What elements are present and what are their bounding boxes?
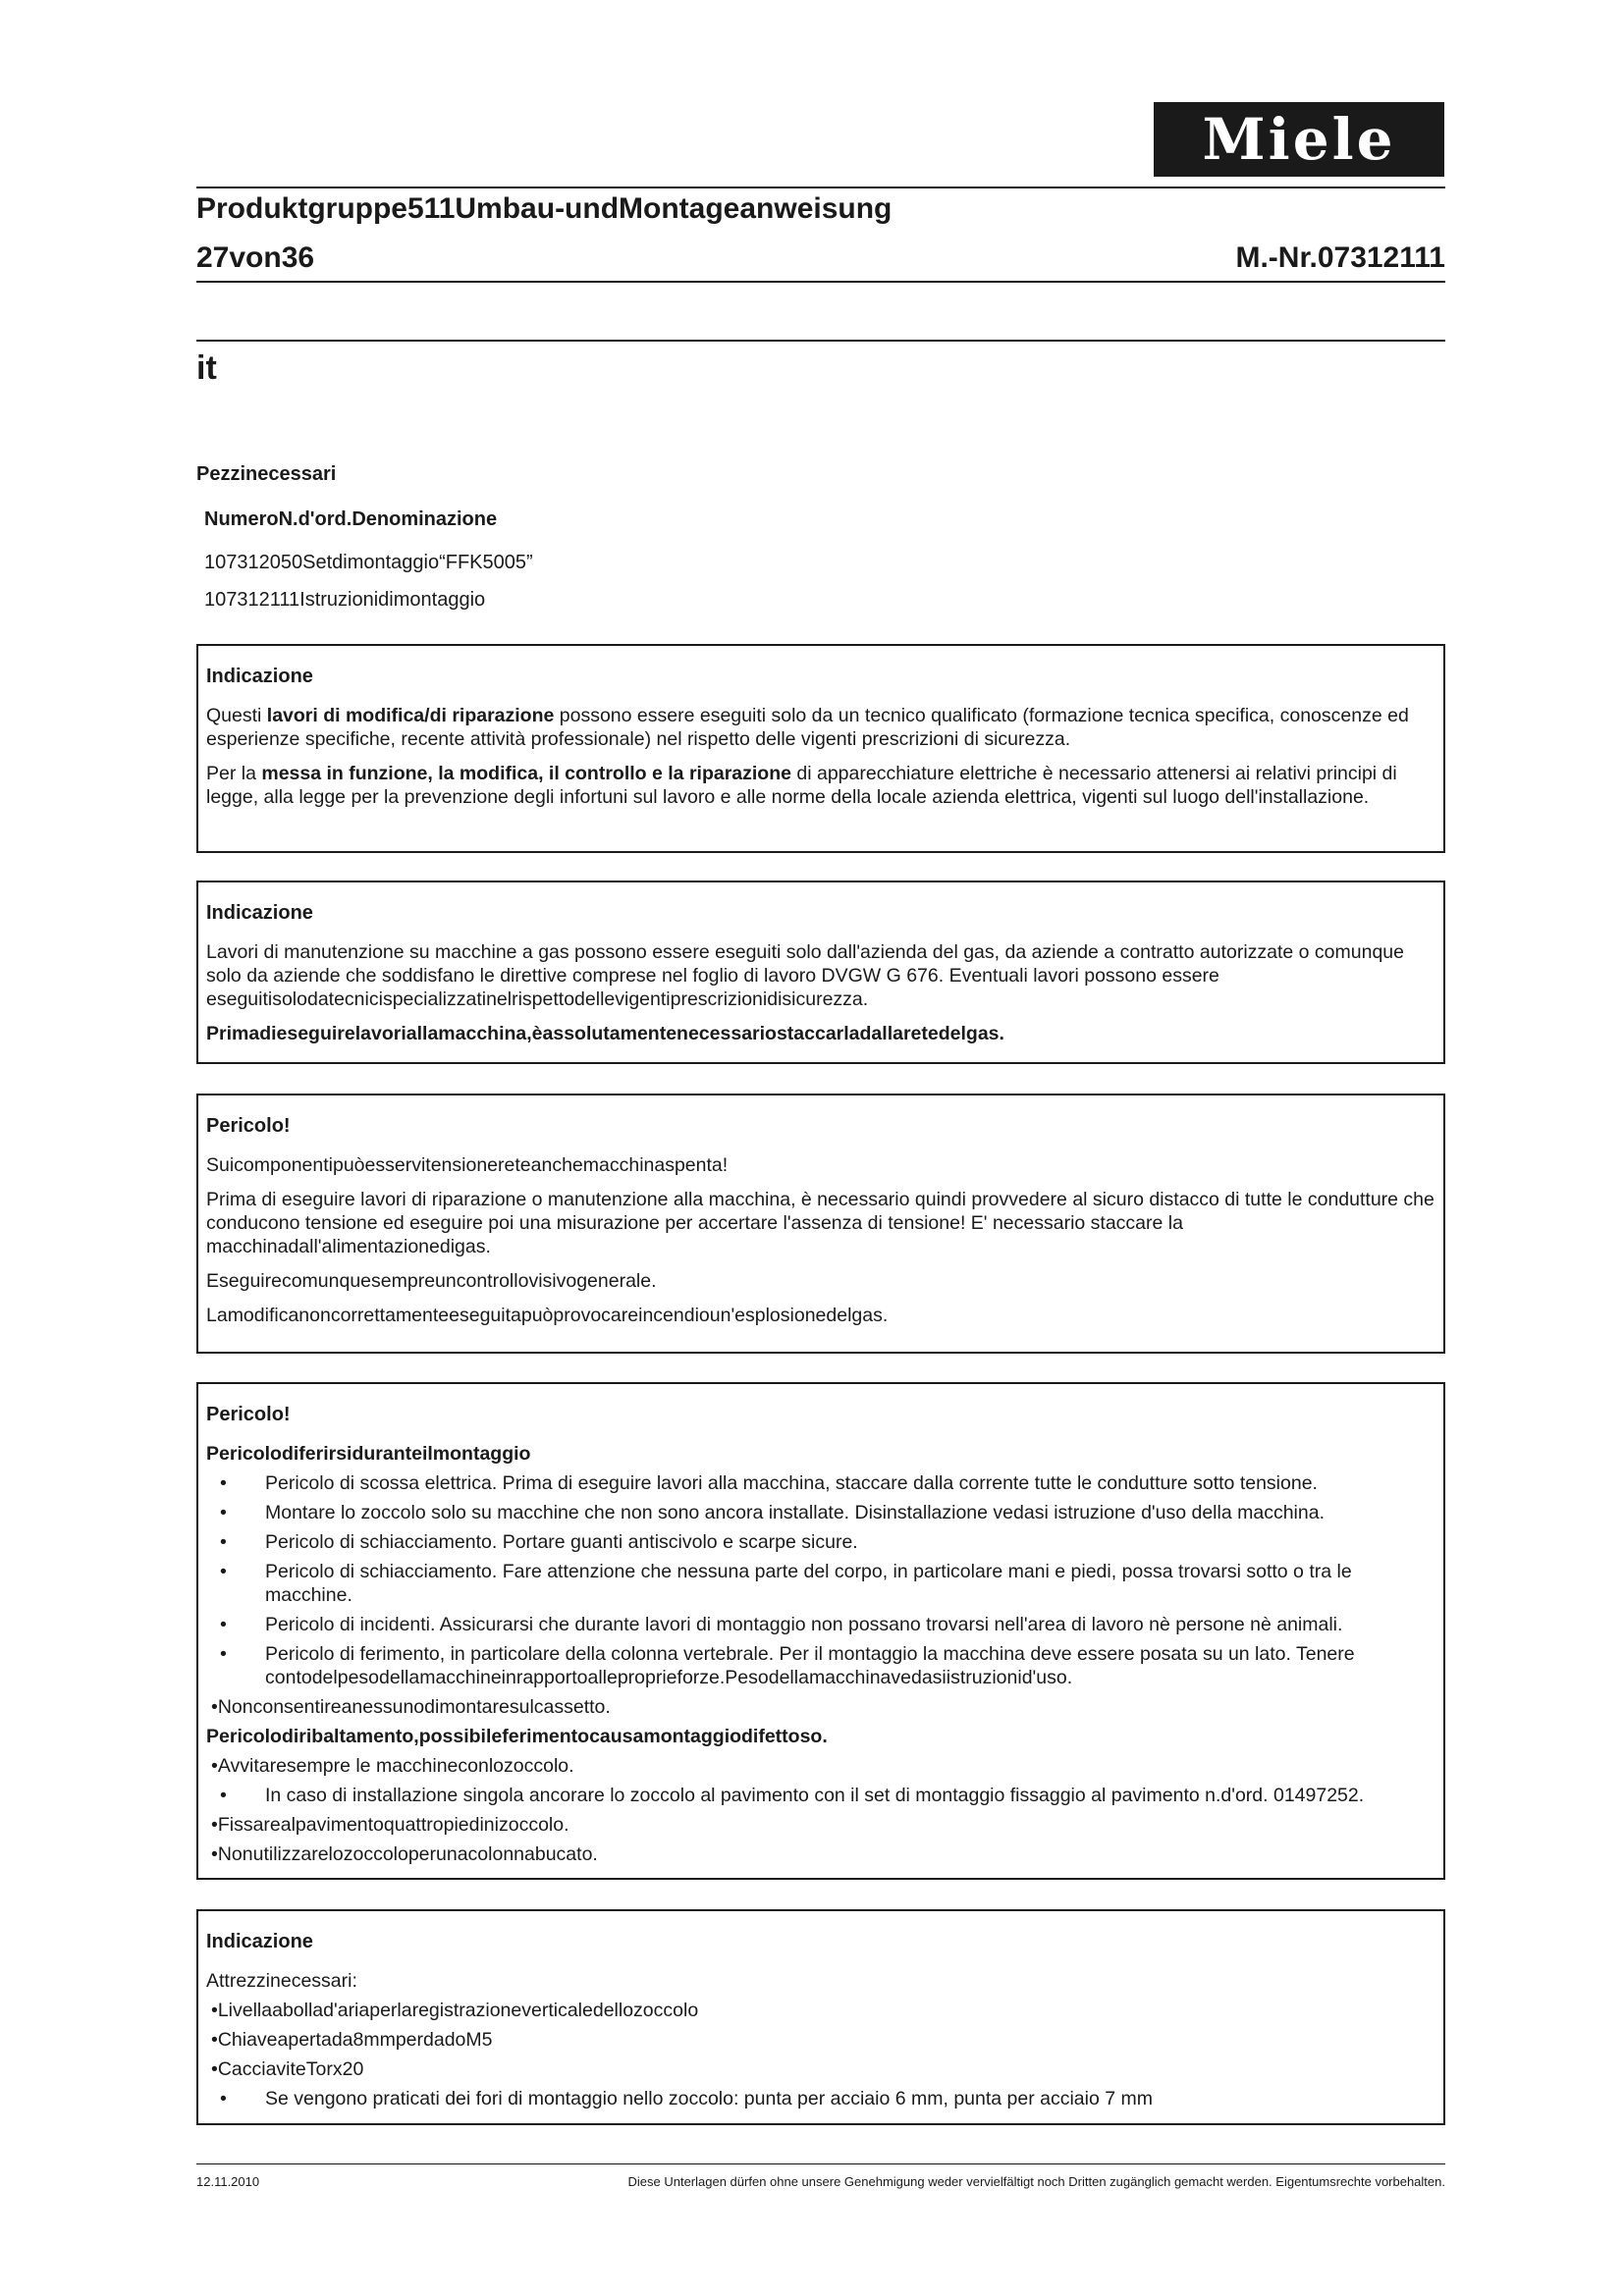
page-number: 27von36 [196, 241, 315, 274]
emphasis: messa in funzione, la modifica, il controllo e la riparazione [261, 763, 791, 784]
header-rule-top [196, 187, 1445, 188]
list-item: •Nonconsentireanessunodimontaresulcassetto. [211, 1696, 611, 1718]
miele-logo [1154, 102, 1444, 177]
notice-paragraph: Questi lavori di modifica/di riparazione possono essere eseguiti solo da un tecnico qualificato (formazione tecnica specifica, conoscenze ed esperienze specifiche, recente attività professionale) nel rispetto delle vigenti prescrizioni di sicurezza. [206, 705, 1409, 750]
list-item: •Avvitaresempre le macchineconlozoccolo. [211, 1755, 574, 1777]
list-item: • Se vengono praticati dei fori di montaggio nello zoccolo: punta per acciaio 6 mm, punta per acciaio 7 mm [206, 2087, 1435, 2110]
notice-box-gas-maintenance [196, 881, 1445, 1064]
danger-box-voltage [196, 1094, 1445, 1354]
list-item: •Fissarealpavimentoquattropiedinizoccolo. [211, 1814, 569, 1836]
list-item: • Pericolo di ferimento, in particolare della colonna vertebrale. Per il montaggio la macchina deve essere posata su un lato. Tenere contodelpesodellamacchineinrapportoalleproprieforze.Pesodellamacchinavedasiistruzionid'uso. [206, 1642, 1435, 1689]
notice-title: Indicazione [206, 1931, 313, 1952]
language-code: it [196, 349, 217, 387]
danger-title: Pericolo! [206, 1404, 291, 1425]
parts-section-title: Pezzinecessari [196, 463, 337, 485]
parts-row: 107312050Setdimontaggio“FFK5005” [204, 552, 533, 573]
notice-warning-bold: Primadieseguirelavoriallamacchina,èassolutamentenecessariostaccarladallaretedelgas. [206, 1023, 1004, 1044]
danger-paragraph: Prima di eseguire lavori di riparazione o manutenzione alla macchina, è necessario quindi provvedere al sicuro distacco di tutte le condutture che conducono tensione ed eseguire poi una misurazione per accertare l'assenza di tensione! E' necessario staccare la macchinadall'alimentazionedigas. [206, 1189, 1435, 1257]
danger-paragraph: Eseguirecomunquesempreuncontrollovisivogenerale. [206, 1270, 657, 1292]
language-rule [196, 340, 1445, 342]
logo-text: Miele [1202, 106, 1396, 173]
danger-title: Pericolo! [206, 1115, 291, 1137]
list-item: • Pericolo di schiacciamento. Portare guanti antiscivolo e scarpe sicure. [206, 1530, 1435, 1554]
danger-subheading: Pericolodiribaltamento,possibileferimentocausamontaggiodifettoso. [206, 1726, 828, 1747]
list-item: • Pericolo di scossa elettrica. Prima di eseguire lavori alla macchina, staccare dalla corrente tutte le condutture sotto tensione. [206, 1471, 1435, 1495]
hazard-list [206, 1471, 1435, 1719]
parts-column-header: NumeroN.d'ord.Denominazione [204, 508, 498, 530]
list-item: • Pericolo di incidenti. Assicurarsi che durante lavori di montaggio non possano trovarsi nell'area di lavoro nè persone nè animali. [206, 1613, 1435, 1636]
danger-subheading: Pericolodiferirsiduranteilmontaggio [206, 1443, 531, 1465]
notice-paragraph: Lavori di manutenzione su macchine a gas possono essere eseguiti solo dall'azienda del gas, da aziende a contratto autorizzate o comunque solo da aziende che soddisfano le direttive comprese nel foglio di lavoro DVGW G 676. Eventuali lavori possono essere eseguitisolodatecnicispecializzatinelrispettodellevigentiprescrizionidisicurezza. [206, 941, 1404, 1010]
footer-rule [196, 2163, 1445, 2164]
list-item: • Montare lo zoccolo solo su macchine che non sono ancora installate. Disinstallazione vedasi istruzione d'uso della macchina. [206, 1501, 1435, 1524]
tools-intro: Attrezzinecessari: [206, 1970, 357, 1992]
parts-row: 107312111Istruzionidimontaggio [204, 589, 486, 611]
footer-copyright-note: Diese Unterlagen dürfen ohne unsere Genehmigung weder vervielfältigt noch Dritten zugänglich gemacht werden. Eigentumsrechte vorbehalten. [627, 2174, 1445, 2189]
material-number: M.-Nr.07312111 [1235, 241, 1445, 274]
list-item: •Chiaveapertada8mmperdadoM5 [211, 2029, 493, 2051]
notice-box-tools [196, 1909, 1445, 2125]
notice-paragraph: Per la messa in funzione, la modifica, il controllo e la riparazione di apparecchiature elettriche è necessario attenersi ai relativi principi di legge, alla legge per la prevenzione degli infortuni sul lavoro e alle norme della locale azienda elettrica, vigenti sul luogo dell'installazione. [206, 763, 1397, 808]
danger-paragraph: Suicomponentipuòesservitensionereteanchemacchinaspenta! [206, 1154, 729, 1176]
danger-paragraph: Lamodificanoncorrettamenteeseguitapuòprovocareincendioun'esplosionedelgas. [206, 1305, 889, 1326]
tipping-list [206, 1754, 1435, 1866]
list-item: • Pericolo di schiacciamento. Fare attenzione che nessuna parte del corpo, in particolare mani e piedi, possa trovarsi sotto o tra le macchine. [206, 1560, 1435, 1607]
header-rule-bottom [196, 281, 1445, 283]
danger-box-installation [196, 1382, 1445, 1880]
list-item: • In caso di installazione singola ancorare lo zoccolo al pavimento con il set di montaggio fissaggio al pavimento n.d'ord. 01497252. [206, 1784, 1435, 1807]
list-item: •CacciaviteTorx20 [211, 2058, 364, 2080]
footer-date: 12.11.2010 [196, 2174, 260, 2189]
emphasis: lavori di modifica/di riparazione [266, 705, 555, 726]
notice-box-qualified-work [196, 644, 1445, 853]
tools-list [206, 1969, 1435, 2110]
list-item: •Nonutilizzarelozoccoloperunacolonnabucato. [211, 1843, 598, 1865]
list-item: •Livellaabollad'ariaperlaregistrazioneverticaledellozoccolo [211, 2000, 699, 2021]
notice-title: Indicazione [206, 902, 313, 924]
notice-title: Indicazione [206, 666, 313, 687]
document-title: Produktgruppe511Umbau-undMontageanweisung [196, 192, 893, 225]
